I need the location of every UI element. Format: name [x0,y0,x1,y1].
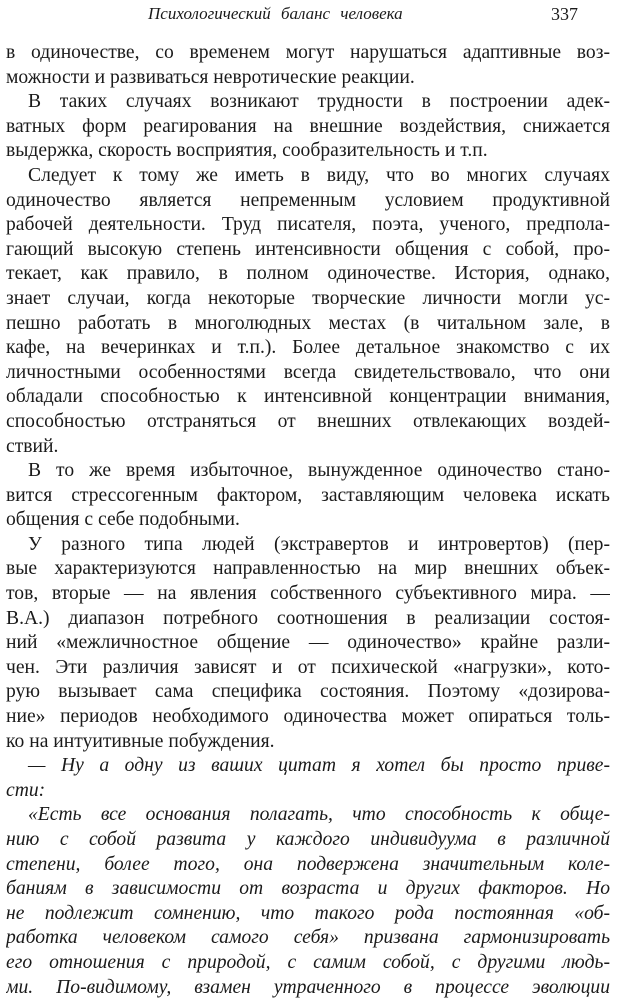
question-line: сти: [6,779,46,801]
text-line: кафе, на вечеринках и т.п.). Более детальное знакомство с их [6,337,610,359]
text-line: рую вызывает сама специфика состояния. Поэтому «дозирова- [6,681,610,703]
text-line: гающий высокую степень интенсивности общения с собой, про- [6,238,610,260]
text-line: в одиночестве, со временем могут нарушаться адаптивные воз- [6,42,610,63]
text-line: одиночество является непременным условием продуктивной [6,189,610,211]
text-line: общения с себе подобными. [6,509,240,531]
text-line: пешно работать в многолюдных местах (в читальном зале, в [6,312,610,334]
running-title: Психологический баланс человека [148,4,403,23]
text-line: рабочей деятельности. Труд писателя, поэта, ученого, предпола- [6,214,610,236]
text-line: способностью отстраняться от внешних отвлекающих воздей- [6,410,610,432]
quote-line: не подлежит сомнению, что такого рода постоянная «об- [6,902,610,924]
quote-line: его отношения с природой, с самим собой, с другими людь- [6,951,610,973]
body-text [6,41,610,1000]
text-line: У разного типа людей (экстравертов и интровертов) (пер- [28,533,610,555]
text-line: выдержка, скорость восприятия, сообразительность и т.п. [6,140,488,162]
text-line: В таких случаях возникают трудности в построении адек- [28,91,610,113]
text-line: текает, как правило, в полном одиночестве. История, однако, [6,263,610,285]
text-line: вые характеризуются направленностью на мир внешних объек- [6,558,610,580]
text-line: ватных форм реагирования на внешние воздействия, снижается [6,115,610,137]
text-line: ствий. [6,435,59,457]
text-line: Следует к тому же иметь в виду, что во многих случаях [28,164,610,186]
page-number: 337 [551,4,578,24]
quote-line: нию с собой развита у каждого индивидуума в различной [6,829,610,850]
quote-line: ми. По-видимому, взамен утраченного в процессе эволюции [6,976,610,998]
text-line: можности и развиваться невротические реакции. [6,66,415,88]
question-line: — Ну а одну из ваших цитат я хотел бы просто приве- [28,755,610,777]
text-line: В то же время избыточное, вынужденное одиночество стано- [28,460,610,482]
quote-line: «Есть все основания полагать, что способность к обще- [28,804,610,826]
text-line: знает случаи, когда некоторые творческие личности могли ус- [6,287,610,309]
text-line: тов, вторые — на явления собственного субъективного мира. — [6,583,610,605]
text-line: чен. Эти различия зависят и от психической «нагрузки», кото- [6,656,610,678]
quote-line: степени, более того, она подвержена значительным коле- [6,853,610,875]
quote-line: баниям в зависимости от возраста и других факторов. Но [6,878,610,900]
text-line: ко на интуитивные побуждения. [6,730,275,752]
text-line: В.А.) диапазон потребного соотношения в реализации состоя- [6,607,610,629]
text-line: вится стрессогенным фактором, заставляющим человека искать [6,484,610,506]
text-line: ний «межличностное общение — одиночество» крайне разли- [6,632,610,654]
text-line: обладали способностью к интенсивной концентрации внимания, [6,386,610,408]
quote-line: работка человеком самого себя» призвана гармонизировать [6,927,610,949]
running-header [0,4,620,28]
text-line: ние» периодов необходимого одиночества может опираться толь- [6,706,610,728]
text-line: личностными особенностями всегда свидетельствовало, что они [6,361,610,383]
